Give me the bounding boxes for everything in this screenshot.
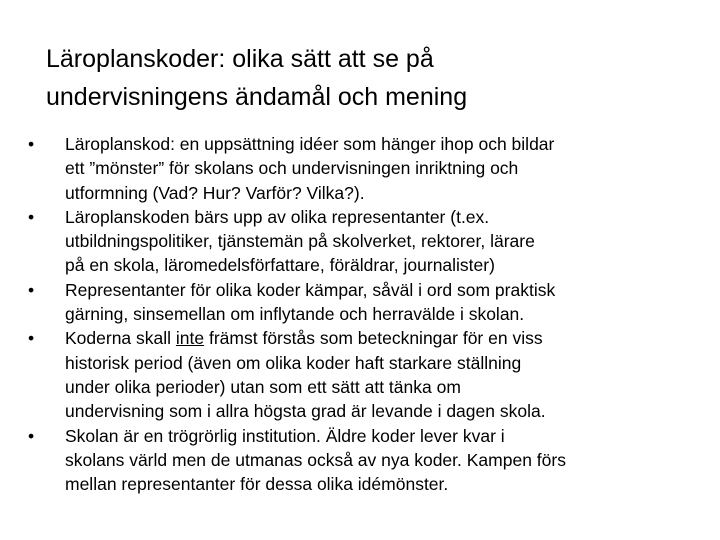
- bullet-3-line-1: Representanter för olika koder kämpar, såväl i ord som praktisk: [65, 279, 556, 300]
- emphasis-inte: inte: [175, 328, 205, 349]
- bullet-4-text-before: Koderna skall: [65, 328, 176, 349]
- bullet-1-line-2: ett ”mönster” för skolans och undervisningen inriktning och: [65, 158, 519, 179]
- bullet-5-line-3: mellan representanter för dessa olika idémönster.: [65, 474, 449, 495]
- bullet-item-3: [28, 278, 700, 327]
- bullet-icon: •: [28, 328, 35, 349]
- slide-title-line-2: undervisningens ändamål och mening: [46, 83, 468, 111]
- bullet-5-line-2: skolans värld men de utmanas också av nya koder. Kampen förs: [65, 449, 566, 470]
- bullet-icon: •: [28, 134, 35, 154]
- bullet-4-text-after: främst förstås som beteckningar för en viss: [204, 328, 543, 349]
- bullet-icon: •: [28, 279, 35, 300]
- bullet-item-5: [28, 424, 700, 497]
- bullet-4-line-3: under olika perioder) utan som ett sätt att tänka om: [65, 376, 461, 397]
- bullet-3-line-2: gärning, sinsemellan om inflytande och herravälde i skolan.: [65, 304, 525, 325]
- bullet-4-line-2: historisk period (även om olika koder haft starkare ställning: [65, 352, 522, 373]
- bullet-2-line-1: Läroplanskoden bärs upp av olika representanter (t.ex.: [65, 206, 490, 227]
- bullet-2-line-2: utbildningspolitiker, tjänstemän på skolverket, rektorer, lärare: [65, 231, 535, 252]
- bullet-5-line-1: Skolan är en trögrörlig institution. Äldre koder lever kvar i: [65, 425, 505, 446]
- bullet-icon: •: [28, 206, 35, 227]
- bullet-2-line-3: på en skola, läromedelsförfattare, föräldrar, journalister): [65, 255, 495, 276]
- bullet-item-2: [28, 205, 700, 278]
- bullet-4-line-1: [65, 326, 700, 350]
- bullet-item-4: [28, 326, 700, 423]
- slide-title: [46, 40, 686, 116]
- bullet-item-1: [28, 132, 700, 205]
- bullet-1-line-1: Läroplanskod: en uppsättning idéer som hänger ihop och bildar: [65, 134, 555, 154]
- bullet-1-line-3: utformning (Vad? Hur? Varför? Vilka?).: [65, 182, 365, 203]
- bullet-icon: •: [28, 425, 35, 446]
- slide-title-line-1: Läroplanskoder: olika sätt att se på: [46, 45, 434, 73]
- bullet-4-line-4: undervisning som i allra högsta grad är levande i dagen skola.: [65, 401, 546, 422]
- bullet-list: [28, 132, 700, 496]
